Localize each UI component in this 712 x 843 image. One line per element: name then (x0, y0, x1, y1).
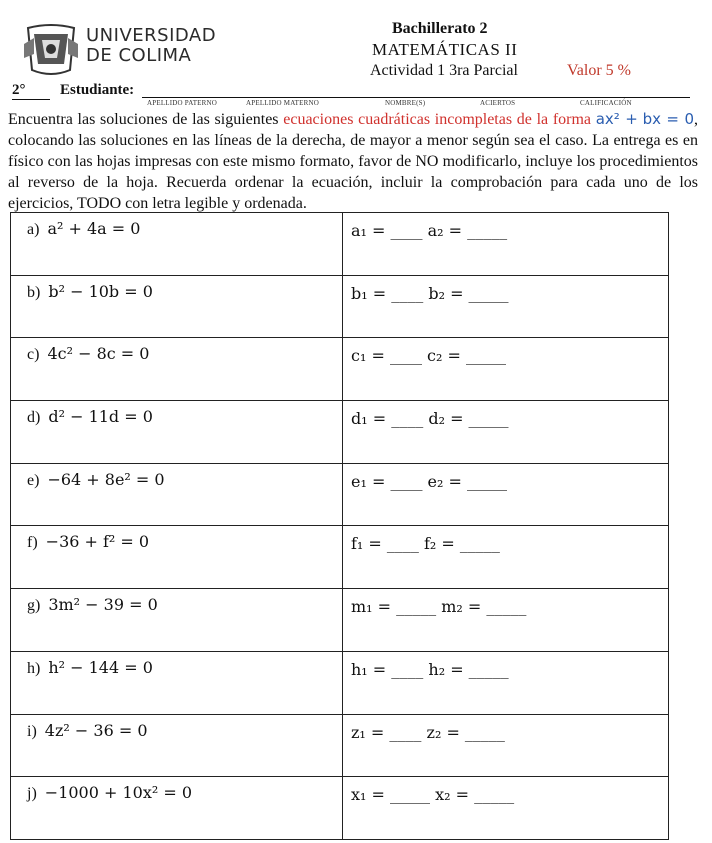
equation-text: d² − 11d = 0 (48, 407, 153, 427)
exercise-letter: e) (27, 471, 40, 489)
exercise-letter: j) (27, 785, 37, 803)
exercise-letter: a) (27, 221, 40, 238)
program-title: Bachillerato 2 (392, 20, 488, 37)
table-row (11, 401, 669, 464)
field-calificacion: CALIFICACIÓN (580, 99, 632, 107)
instructions-highlight: ecuaciones cuadráticas incompletas de la forma (283, 111, 592, 128)
field-nombres: NOMBRE(S) (385, 99, 426, 107)
exercise-letter: i) (27, 722, 37, 740)
exercise-equation (11, 401, 342, 427)
answer-blanks[interactable]: h₁ = ____ h₂ = _____ (351, 659, 509, 679)
table-row (11, 714, 669, 777)
answer-blanks[interactable]: a₁ = ____ a₂ = _____ (351, 221, 508, 240)
answer-blanks[interactable]: e₁ = ____ e₂ = _____ (351, 471, 508, 491)
equation-text: 3m² − 39 = 0 (48, 595, 158, 615)
university-line2: DE COLIMA (86, 45, 192, 66)
equation-text: h² − 144 = 0 (48, 657, 153, 677)
equation-text: 4z² − 36 = 0 (44, 720, 148, 740)
student-label: Estudiante: (60, 82, 135, 98)
subject-title: MATEMÁTICAS II (372, 40, 518, 59)
equation-text: −64 + 8e² = 0 (47, 469, 165, 489)
activity-title: Actividad 1 3ra Parcial (370, 62, 518, 79)
exercise-equation (11, 652, 342, 678)
equation-text: 4c² − 8c = 0 (47, 344, 150, 364)
equation-text: a² + 4a = 0 (47, 219, 141, 238)
table-row (11, 338, 669, 401)
university-name (86, 26, 216, 66)
table-row (11, 213, 669, 276)
exercise-table (10, 212, 669, 840)
exercise-letter: f) (27, 534, 38, 552)
table-row (11, 589, 669, 652)
answer-blanks[interactable]: d₁ = ____ d₂ = _____ (351, 409, 509, 429)
equation-text: b² − 10b = 0 (48, 281, 153, 301)
field-apellido-paterno: APELLIDO PATERNO (147, 99, 218, 107)
table-row (11, 463, 669, 526)
exercise-equation (11, 526, 342, 552)
answer-blanks[interactable]: b₁ = ____ b₂ = _____ (351, 283, 509, 303)
exercise-equation (11, 715, 342, 741)
university-seal-logo (20, 24, 82, 76)
field-aciertos: ACIERTOS (480, 99, 516, 107)
table-row (11, 651, 669, 714)
student-name-line[interactable] (142, 97, 690, 98)
exercise-equation (11, 276, 342, 302)
exercise-equation (11, 213, 342, 239)
value-label: Valor 5 % (567, 62, 631, 79)
table-row (11, 777, 669, 840)
equation-text: −1000 + 10x² = 0 (44, 783, 193, 803)
exercise-letter: c) (27, 346, 40, 364)
answer-blanks[interactable]: f₁ = ____ f₂ = _____ (351, 534, 500, 554)
exercise-letter: h) (27, 659, 41, 677)
exercise-equation (11, 777, 342, 803)
instructions (8, 109, 698, 214)
form-bx: bx = 0 (642, 110, 695, 128)
exercise-letter: d) (27, 409, 41, 427)
table-row (11, 275, 669, 338)
answer-blanks[interactable]: c₁ = ____ c₂ = _____ (351, 346, 506, 366)
grade-level: 2° (12, 82, 50, 100)
answer-blanks[interactable]: m₁ = _____ m₂ = _____ (351, 597, 527, 617)
exercise-equation (11, 464, 342, 490)
form-ax2: ax² + (595, 110, 638, 128)
exercise-letter: b) (27, 283, 41, 301)
answer-blanks[interactable]: x₁ = _____ x₂ = _____ (351, 785, 515, 805)
instructions-part1: Encuentra las soluciones de las siguientes (8, 111, 284, 128)
table-row (11, 526, 669, 589)
exercise-equation (11, 338, 342, 364)
instructions-part2: , colocando las soluciones en las líneas de la derecha, de mayor a menor según sea el caso. La entrega es en físico con las hojas impresas con este mismo formato, favor de NO modificarlo, incluye los procedimientos al reverso de la hoja. Recuerda ordenar la ecuación, incluir la comprobación para cada uno de los ejercicios, TODO con letra legible y ordenada. (8, 111, 699, 212)
exercise-equation (11, 589, 342, 615)
field-apellido-materno: APELLIDO MATERNO (246, 99, 320, 107)
exercise-letter: g) (27, 597, 41, 615)
university-line1: UNIVERSIDAD (86, 25, 217, 46)
equation-text: −36 + f² = 0 (45, 532, 150, 552)
answer-blanks[interactable]: z₁ = ____ z₂ = _____ (351, 722, 505, 742)
